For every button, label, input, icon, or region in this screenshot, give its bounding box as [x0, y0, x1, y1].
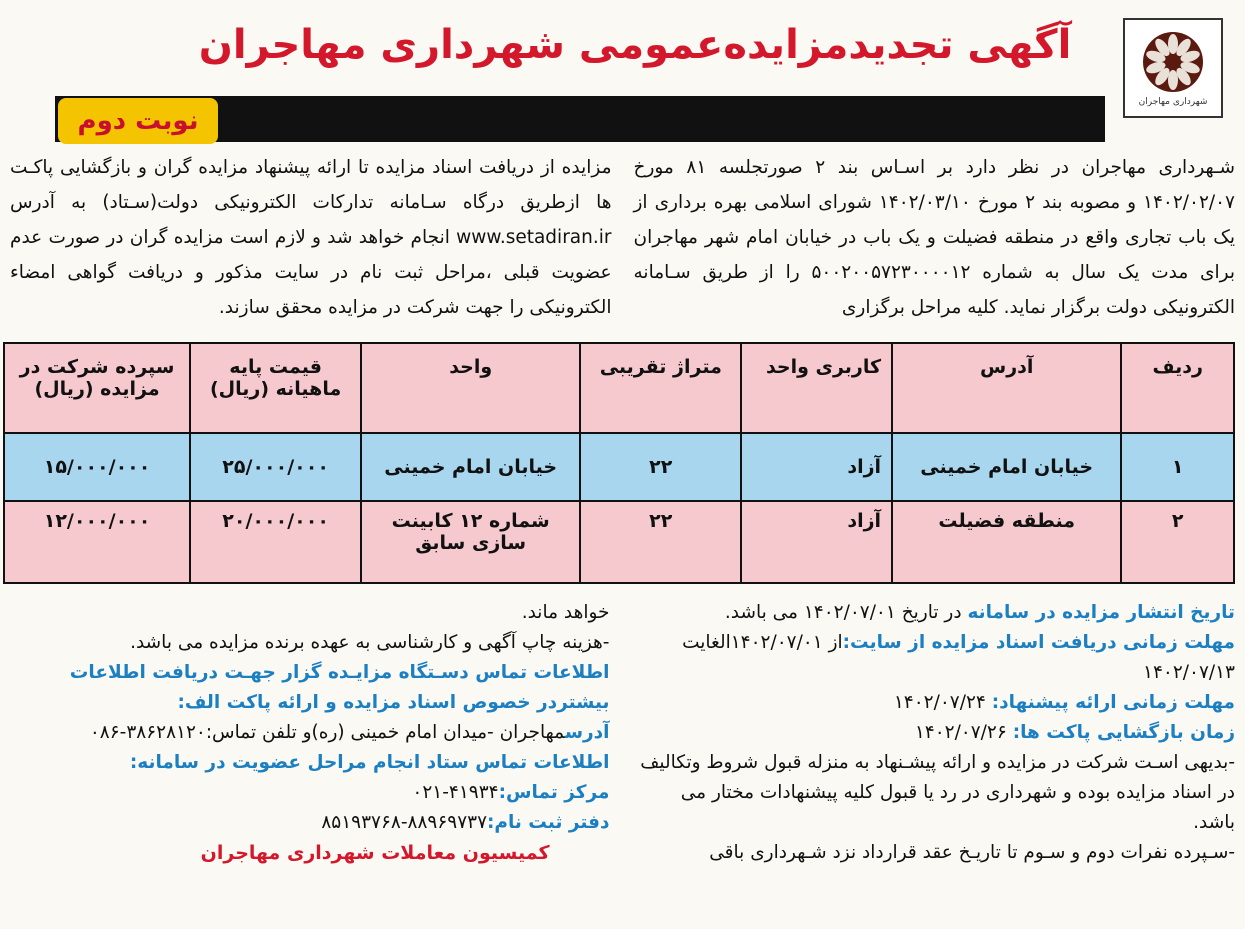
- flower-emblem-icon: [1140, 29, 1206, 95]
- details-section: [10, 598, 1235, 868]
- cost-text: -هزینه چاپ آگهی و کارشناسی به عهده برنده مزایده می باشد.: [130, 632, 610, 653]
- cell-row: ۱: [1121, 433, 1234, 501]
- cell-area: ۲۲: [580, 433, 741, 501]
- contact-heading: اطلاعات تماس دسـتگاه مزایـده گزار جهـت دریافت اطلاعات بیشتردر خصوص اسناد مزایده و ارائه پاکت الف:: [69, 662, 610, 713]
- table-row: [4, 501, 1234, 583]
- cell-deposit: ۱۵/۰۰۰/۰۰۰: [4, 433, 190, 501]
- address-text: مهاجران -میدان امام خمینی (ره)و تلفن تماس:۳۸۶۲۸۱۲۰-۰۸۶: [89, 722, 565, 743]
- intro-left: مزایده از دریافت اسناد مزایده تا ارائه پیشنهاد مزایده گران و بازگشایی پاکـت ها ازطریق درگاه سـامانه تدارکات الکترونیکی دولت(سـتاد) به آدرس www.setadiran.ir انجام خواهد شد و لازم است مزایده گران در صورت عدم عضویت قبلی ،مراحل ثبت نام در سایت مذکور و دریافت گواهی امضاء الکترونیکی را جهت شرکت در مزایده محقق سازند.: [10, 157, 612, 318]
- note-terms: -بدیهی اسـت شرکت در مزایده و ارائه پیشـنهاد به منزله قبول شروط وتکالیف در اسناد مزایده بوده و شهرداری در رد یا قبول کلیه پیشنهادات مختار می باشد.: [640, 752, 1235, 833]
- center-label: مرکز تماس:: [498, 782, 610, 803]
- intro-right: شـهرداری مهاجران در نظر دارد بر اسـاس بند ۲ صورتجلسه ۸۱ مورخ ۱۴۰۲/۰۲/۰۷ و مصوبه بند ۲ مورخ ۱۴۰۲/۰۳/۱۰ شورای اسلامی بهره برداری از یک باب تجاری واقع در منطقه فضیلت و یک باب در خیابان امام شهر مهاجران برای مدت یک سال به شماره ۵۰۰۲۰۰۵۷۲۳۰۰۰۰۱۲ را از طریق سـامانه الکترونیکی دولت برگزار نماید. کلیه مراحل برگزاری: [633, 157, 1236, 318]
- publish-text: در تاریخ ۱۴۰۲/۰۷/۰۱ می باشد.: [724, 602, 968, 623]
- auction-table: [3, 342, 1235, 584]
- receive-text: از ۱۴۰۲/۰۷/۰۱الغایت ۱۴۰۲/۰۷/۱۳: [682, 632, 1235, 683]
- offer-text: ۱۴۰۲/۰۷/۲۴: [893, 692, 992, 713]
- open-label: زمان بازگشایی پاکت ها:: [1012, 722, 1235, 743]
- intro-text: [10, 150, 1235, 335]
- header-price: قیمت پایه ماهیانه (ریال): [190, 343, 361, 433]
- cell-deposit: ۱۲/۰۰۰/۰۰۰: [4, 501, 190, 583]
- round-badge: نوبت دوم: [58, 98, 218, 144]
- note-deposit: -سـپرده نفرات دوم و سـوم تا تاریـخ عقد قرارداد نزد شـهرداری باقی: [709, 842, 1235, 863]
- contact-column: [10, 598, 610, 868]
- signature: کمیسیون معاملات شهرداری مهاجران: [200, 842, 550, 864]
- municipality-logo: [1123, 18, 1223, 118]
- open-text: ۱۴۰۲/۰۷/۲۶: [914, 722, 1013, 743]
- address-label: آدرس: [564, 722, 610, 743]
- setad-heading: اطلاعات تماس ستاد انجام مراحل عضویت در سامانه:: [129, 752, 610, 773]
- header-area: متراژ تقریبی: [580, 343, 741, 433]
- cell-price: ۲۵/۰۰۰/۰۰۰: [190, 433, 361, 501]
- office-text: ۸۸۹۶۹۷۳۷-۸۵۱۹۳۷۶۸: [321, 812, 488, 833]
- center-text: ۴۱۹۳۴-۰۲۱: [412, 782, 499, 803]
- publish-label: تاریخ انتشار مزایده در سامانه: [967, 602, 1235, 623]
- table-row: [4, 433, 1234, 501]
- office-label: دفتر ثبت نام:: [487, 812, 610, 833]
- cell-unit: خیابان امام خمینی: [361, 433, 580, 501]
- offer-label: مهلت زمانی ارائه پیشنهاد:: [991, 692, 1235, 713]
- cell-address: منطقه فضیلت: [892, 501, 1121, 583]
- dates-column: [636, 598, 1236, 868]
- cell-address: خیابان امام خمینی: [892, 433, 1121, 501]
- cell-use: آزاد: [741, 433, 892, 501]
- cell-row: ۲: [1121, 501, 1234, 583]
- cell-price: ۲۰/۰۰۰/۰۰۰: [190, 501, 361, 583]
- table-header-row: [4, 343, 1234, 433]
- page-title: آگهی تجدیدمزایده‌عمومی شهرداری مهاجران: [198, 22, 1072, 68]
- cell-area: ۲۲: [580, 501, 741, 583]
- header-use: کاربری واحد: [741, 343, 892, 433]
- header-address: آدرس: [892, 343, 1121, 433]
- cell-use: آزاد: [741, 501, 892, 583]
- remain-text: خواهد ماند.: [521, 602, 610, 623]
- logo-caption: شهرداری مهاجران: [1138, 97, 1208, 107]
- receive-label: مهلت زمانی دریافت اسناد مزایده از سایت:: [842, 632, 1235, 653]
- header-row: ردیف: [1121, 343, 1234, 433]
- header-unit: واحد: [361, 343, 580, 433]
- header-deposit: سپرده شرکت در مزایده (ریال): [4, 343, 190, 433]
- cell-unit: شماره ۱۲ کابینت سازی سابق: [361, 501, 580, 583]
